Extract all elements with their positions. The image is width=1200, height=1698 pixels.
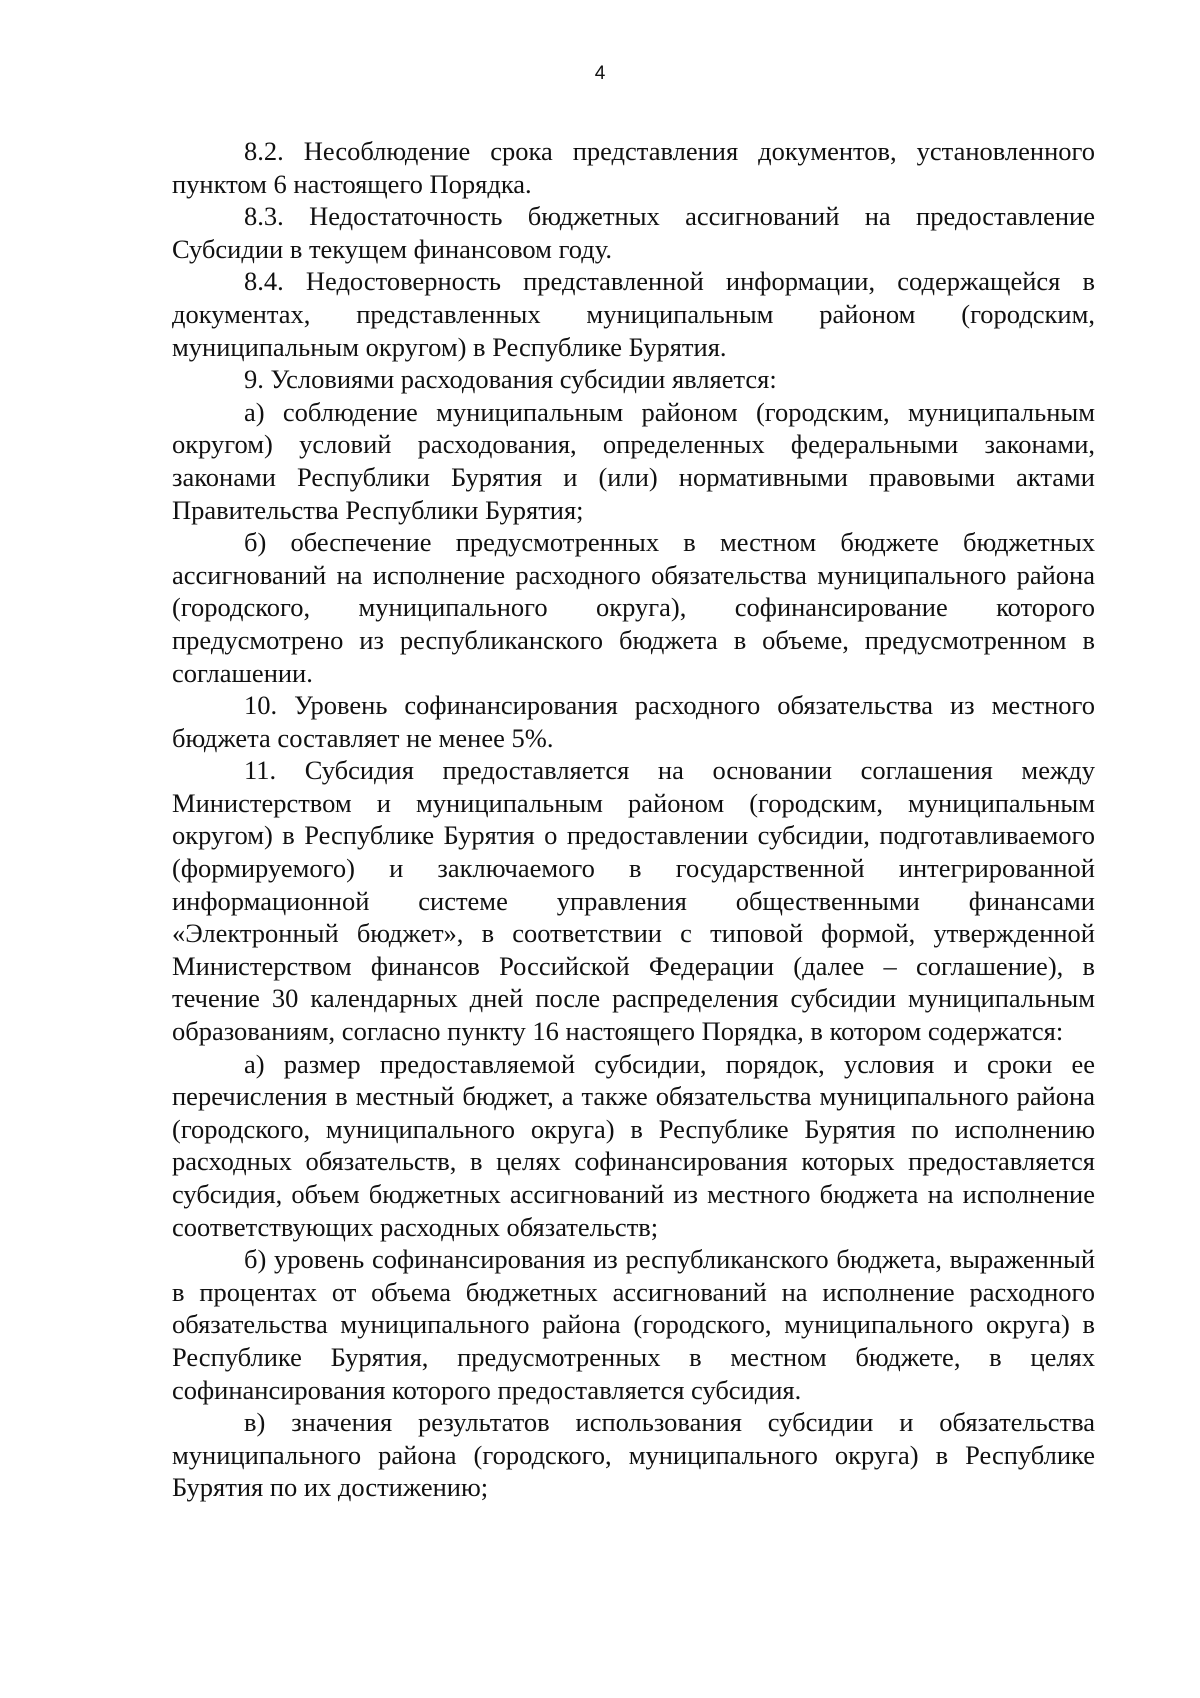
paragraph-8-2: 8.2. Несоблюдение срока представления документов, установленного пунктом 6 настоящего Порядка. — [172, 136, 1095, 199]
paragraph-9: 9. Условиями расходования субсидии является: — [244, 364, 777, 395]
paragraph-9-b: б) обеспечение предусмотренных в местном бюджете бюджетных ассигнований на исполнение расходного обязательства муниципального района (городского, муниципального округа), софинансирование которого предусмотрено из республиканского бюджета в объеме, предусмотренном в соглашении. — [172, 527, 1095, 688]
page-number: 4 — [594, 63, 606, 84]
paragraph-8-3: 8.3. Недостаточность бюджетных ассигнований на предоставление Субсидии в текущем финансовом году. — [172, 201, 1095, 264]
paragraph-9-a: а) соблюдение муниципальным районом (городским, муниципальным округом) условий расходования, определенных федеральными законами, законами Республики Бурятия и (или) нормативными правовыми актами Правительства Республики Бурятия; — [172, 396, 1095, 525]
paragraph-10: 10. Уровень софинансирования расходного обязательства из местного бюджета составляет не менее 5%. — [172, 690, 1095, 753]
document-body — [172, 135, 1095, 1504]
paragraph-11-a: а) размер предоставляемой субсидии, порядок, условия и сроки ее перечисления в местный бюджет, а также обязательства муниципального района (городского, муниципального округа) в Республике Бурятия по исполнению расходных обязательств, в целях софинансирования которых предоставляется субсидия, объем бюджетных ассигнований из местного бюджета на исполнение соответствующих расходных обязательств; — [172, 1048, 1095, 1242]
paragraph-11: 11. Субсидия предоставляется на основании соглашения между Министерством и муниципальным районом (городским, муниципальным округом) в Республике Бурятия о предоставлении субсидии, подготавливаемого (формируемого) и заключаемого в государственной интегрированной информационной системе управления общественными финансами «Электронный бюджет», в соответствии с типовой формой, утвержденной Министерством финансов Российской Федерации (далее – соглашение), в течение 30 календарных дней после распределения субсидии муниципальным образованиям, согласно пункту 16 настоящего Порядка, в котором содержатся: — [172, 755, 1095, 1047]
paragraph-11-b: б) уровень софинансирования из республиканского бюджета, выраженный в процентах от объема бюджетных ассигнований на исполнение расходного обязательства муниципального района (городского, муниципального округа) в Республике Бурятия, предусмотренных в местном бюджете, в целях софинансирования которого предоставляется субсидия. — [172, 1244, 1095, 1405]
paragraph-8-4: 8.4. Недостоверность представленной информации, содержащейся в документах, представленных муниципальным районом (городским, муниципальным округом) в Республике Бурятия. — [172, 266, 1095, 362]
paragraph-11-v: в) значения результатов использования субсидии и обязательства муниципального района (городского, муниципального округа) в Республике Бурятия по их достижению; — [172, 1407, 1095, 1503]
